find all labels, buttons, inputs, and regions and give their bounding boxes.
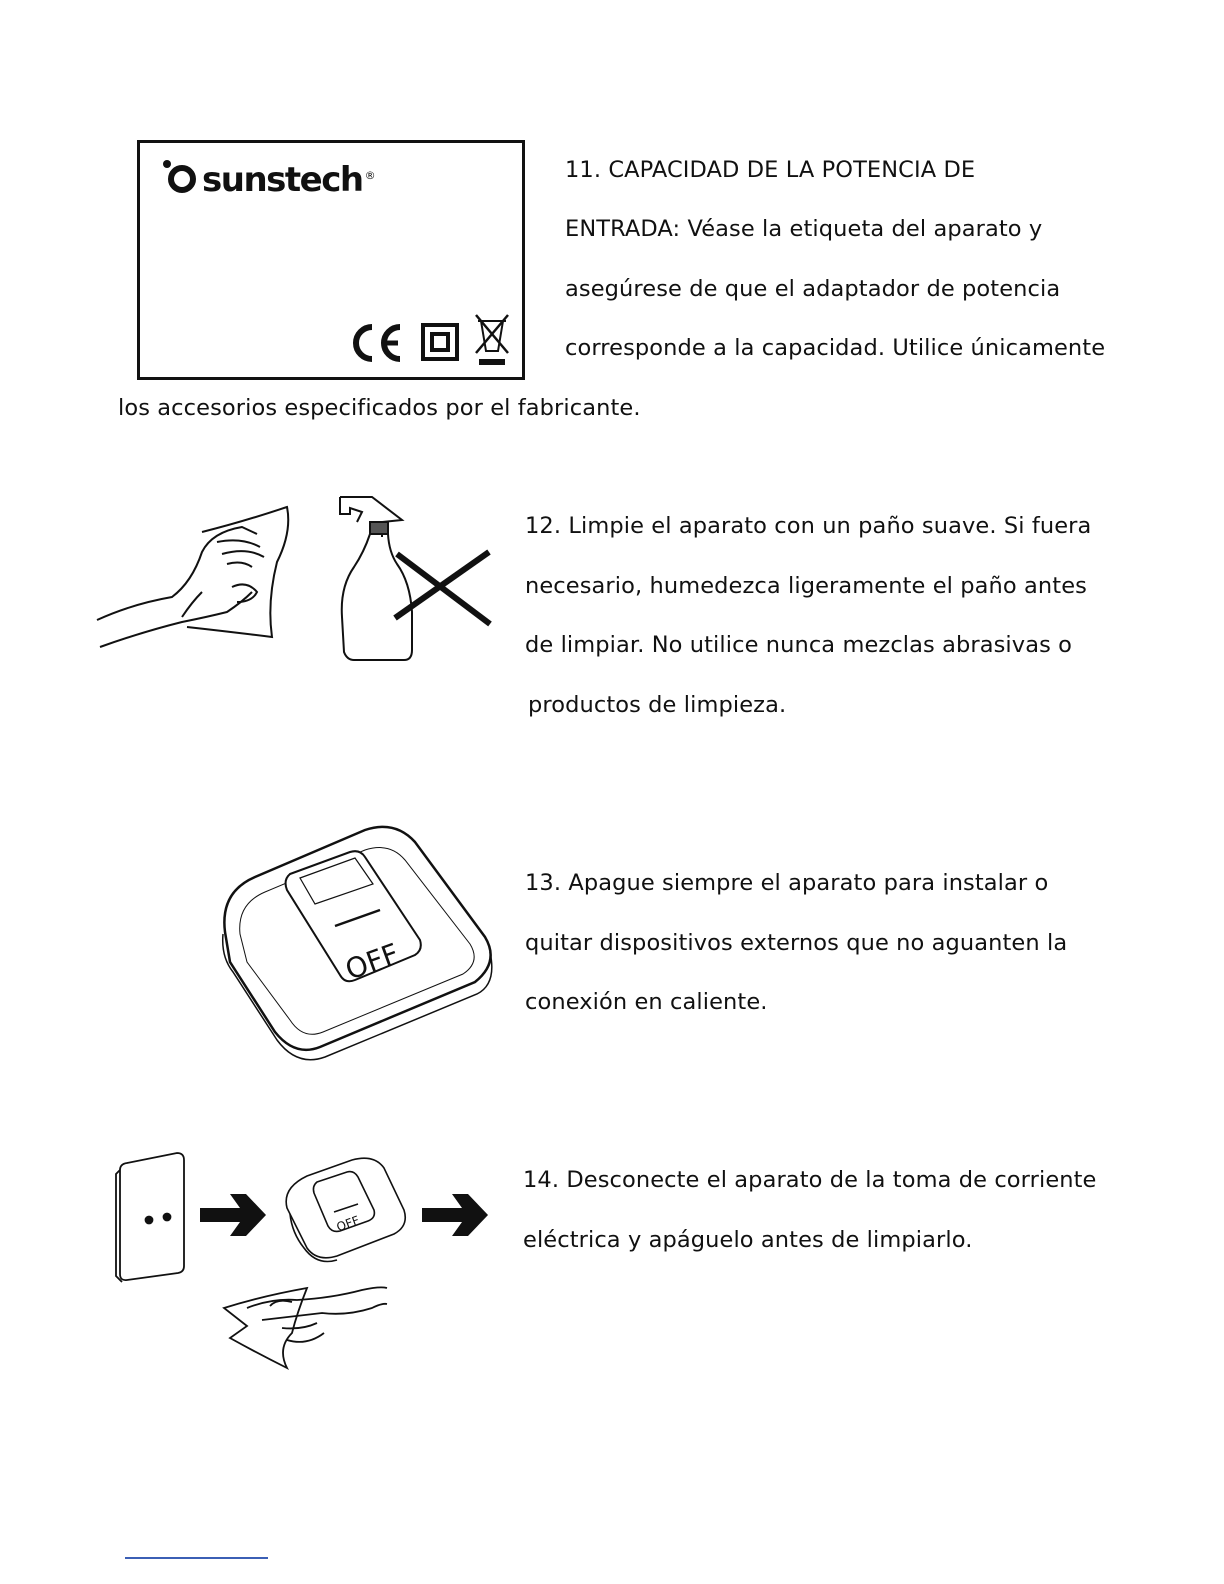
section13-line-1: 13. Apague siempre el aparato para instalar o bbox=[525, 870, 1049, 896]
cleaning-illustration bbox=[92, 492, 492, 667]
spray-bottle-icon bbox=[340, 497, 412, 660]
section13-line-2: quitar dispositivos externos que no aguanten la bbox=[525, 930, 1068, 956]
section14-line-1: 14. Desconecte el aparato de la toma de corriente bbox=[523, 1167, 1097, 1193]
brand-logo bbox=[162, 159, 374, 200]
section11-line-2: ENTRADA: Véase la etiqueta del aparato y bbox=[565, 216, 1043, 242]
brand-logo-icon bbox=[162, 159, 202, 195]
hand-with-cloth-icon-2 bbox=[224, 1287, 387, 1368]
section11-line-1: 11. CAPACIDAD DE LA POTENCIA DE bbox=[565, 157, 976, 183]
section11-line-5: los accesorios especificados por el fabricante. bbox=[118, 395, 641, 421]
section11-line-3: asegúrese de que el adaptador de potencia bbox=[565, 276, 1061, 302]
registered-mark: ® bbox=[364, 168, 375, 182]
certification-marks bbox=[340, 311, 520, 371]
small-switch-off-label: OFF bbox=[334, 1213, 362, 1235]
section12-line-2: necesario, humedezca ligeramente el paño antes bbox=[525, 573, 1087, 599]
section12-line-4: productos de limpieza. bbox=[528, 692, 787, 718]
section14-line-2: eléctrica y apáguelo antes de limpiarlo. bbox=[523, 1227, 973, 1253]
off-switch-illustration bbox=[215, 822, 495, 1067]
arrow-right-icon-2 bbox=[422, 1194, 488, 1236]
hand-with-cloth-icon bbox=[97, 507, 288, 647]
arrow-right-icon bbox=[200, 1194, 266, 1236]
product-label bbox=[137, 140, 525, 380]
unplug-sequence-illustration bbox=[112, 1148, 497, 1373]
brand-name: sunstech bbox=[202, 160, 363, 200]
section11-line-4: corresponde a la capacidad. Utilice únicamente bbox=[565, 335, 1106, 361]
double-insulation-icon bbox=[423, 325, 457, 359]
footer-rule bbox=[125, 1557, 268, 1559]
section12-line-3: de limpiar. No utilice nunca mezclas abrasivas o bbox=[525, 632, 1073, 658]
section12-line-1: 12. Limpie el aparato con un paño suave. Si fuera bbox=[525, 513, 1092, 539]
section13-line-3: conexión en caliente. bbox=[525, 989, 768, 1015]
small-switch-icon bbox=[286, 1158, 405, 1261]
ce-mark-icon bbox=[356, 327, 400, 359]
wall-socket-icon bbox=[116, 1153, 184, 1282]
weee-bin-icon bbox=[476, 315, 508, 365]
prohibited-cross-icon bbox=[395, 552, 490, 624]
switch-off-label: OFF bbox=[341, 936, 404, 987]
